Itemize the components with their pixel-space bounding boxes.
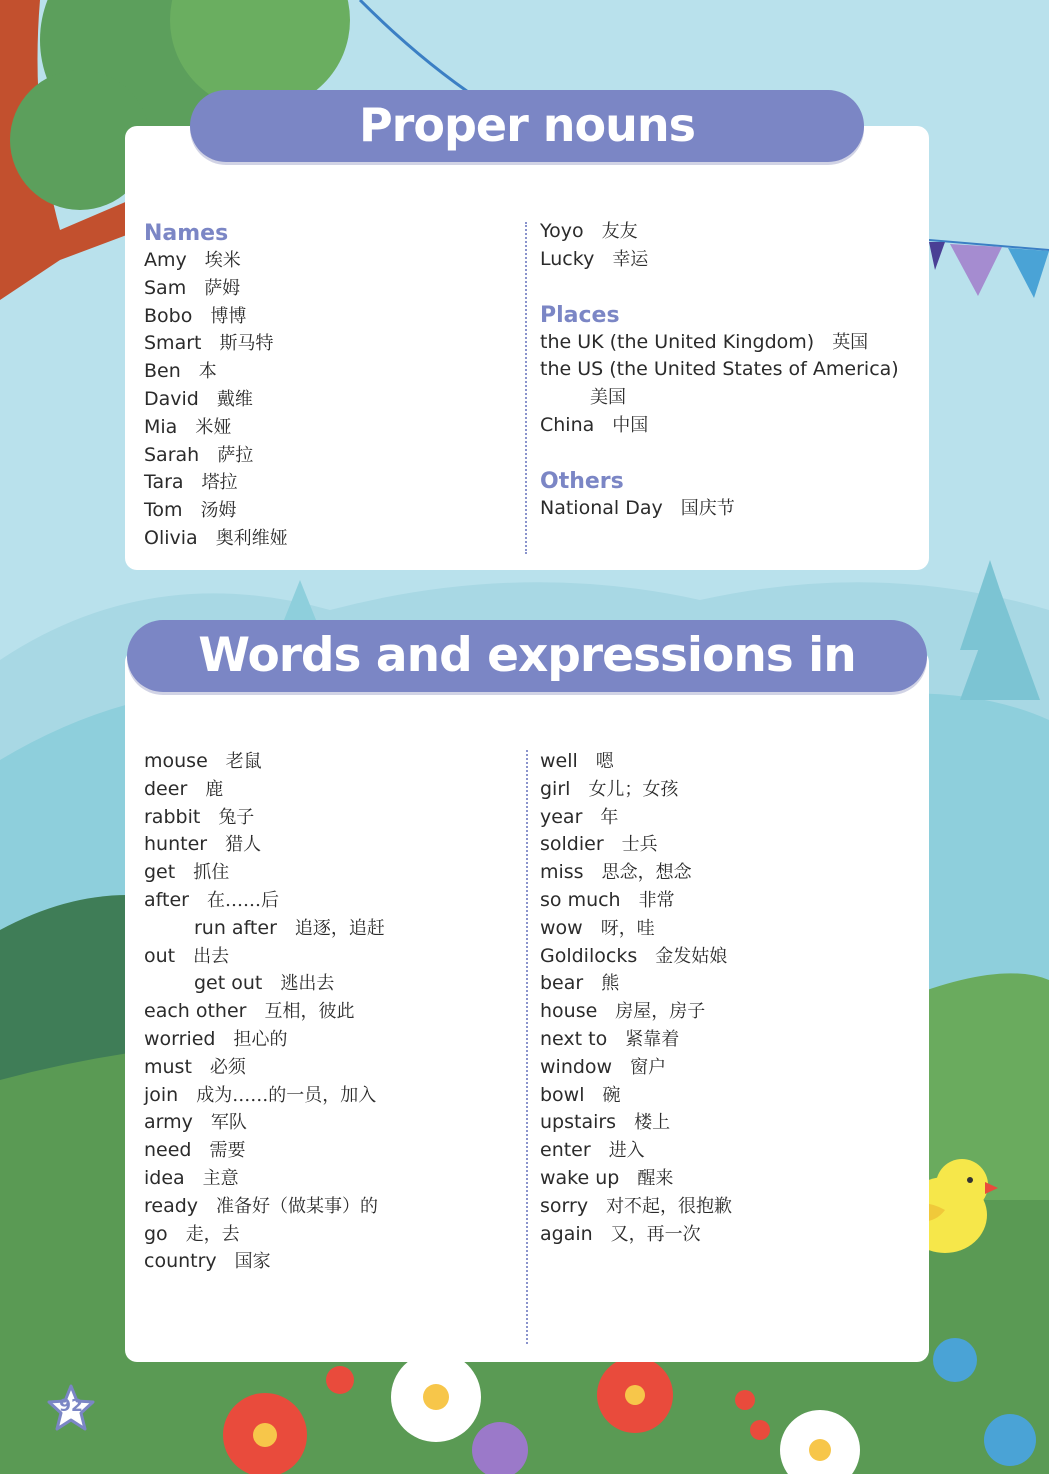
- list-item: bowl 碗: [540, 1083, 621, 1106]
- list-item: well 嗯: [540, 750, 614, 772]
- list-item: the UK (the United Kingdom) 英国: [540, 330, 869, 353]
- list-item: ready 准备好（做某事）的: [144, 1194, 379, 1217]
- list-item: David 戴维: [144, 387, 253, 410]
- plays-right-column: [540, 748, 732, 1248]
- list-item: mouse 老鼠: [144, 750, 262, 772]
- list-item: soldier 士兵: [540, 833, 658, 856]
- places-heading: Places: [540, 302, 620, 328]
- list-item: get 抓住: [144, 861, 230, 884]
- list-item: enter 进入: [540, 1139, 645, 1162]
- list-item: deer 鹿: [144, 777, 224, 800]
- list-item: year 年: [540, 805, 619, 828]
- list-item: wow 呀，哇: [540, 916, 655, 939]
- list-item: Mia 米娅: [144, 415, 232, 438]
- list-item: each other 互相，彼此: [144, 1000, 355, 1023]
- list-item: bear 熊: [540, 972, 620, 995]
- list-item: run after 追逐，追赶: [194, 916, 385, 939]
- names-heading: Names: [144, 221, 229, 246]
- list-item: National Day 国庆节: [540, 496, 735, 519]
- column-divider: [526, 750, 528, 1344]
- page-number-badge: [46, 1383, 96, 1433]
- proper-nouns-title: Proper nouns: [190, 90, 864, 162]
- list-item: country 国家: [144, 1250, 271, 1273]
- list-item: China 中国: [540, 413, 649, 436]
- list-item: after 在……后: [144, 888, 279, 911]
- others-heading: Others: [540, 468, 624, 494]
- names-column: [144, 220, 288, 553]
- list-item: Smart 斯马特: [144, 332, 274, 355]
- list-item: again 又，再一次: [540, 1222, 701, 1245]
- list-item: Yoyo 友友: [540, 220, 638, 242]
- list-item: rabbit 兔子: [144, 805, 255, 828]
- proper-nouns-right-column: [540, 218, 917, 523]
- list-item: must 必须: [144, 1055, 246, 1078]
- list-item: miss 思念，想念: [540, 861, 692, 884]
- plays-title: Words and expressions in plays: [127, 620, 927, 692]
- list-item: wake up 醒来: [540, 1166, 674, 1189]
- list-item: sorry 对不起，很抱歉: [540, 1194, 733, 1217]
- list-item: need 需要: [144, 1139, 246, 1162]
- list-item: idea 主意: [144, 1166, 239, 1189]
- list-item: go 走，去: [144, 1222, 240, 1245]
- list-item: the US (the United States of America): [540, 358, 899, 381]
- plays-left-column: [144, 748, 385, 1276]
- list-item: Olivia 奥利维娅: [144, 526, 288, 549]
- list-item: Tom 汤姆: [144, 499, 237, 522]
- list-item: house 房屋，房子: [540, 1000, 706, 1023]
- list-item: Bobo 博博: [144, 304, 247, 327]
- names-list: [144, 247, 288, 553]
- list-item: upstairs 楼上: [540, 1111, 671, 1134]
- list-item: girl 女儿；女孩: [540, 777, 679, 800]
- list-item: out 出去: [144, 944, 230, 967]
- list-item: next to 紧靠着: [540, 1027, 680, 1050]
- list-item: window 窗户: [540, 1055, 667, 1078]
- list-item: Amy 埃米: [144, 249, 241, 271]
- list-item: Ben 本: [144, 360, 217, 383]
- list-item: Sam 萨姆: [144, 276, 241, 299]
- list-item: Goldilocks 金发姑娘: [540, 944, 728, 967]
- list-item: get out 逃出去: [194, 972, 335, 995]
- list-item: join 成为……的一员，加入: [144, 1083, 377, 1106]
- column-divider: [525, 222, 527, 554]
- list-item: worried 担心的: [144, 1027, 288, 1050]
- list-item: 美国: [590, 387, 626, 409]
- list-item: so much 非常: [540, 888, 675, 911]
- list-item: army 军队: [144, 1111, 247, 1134]
- list-item: Lucky 幸运: [540, 247, 649, 270]
- list-item: Sarah 萨拉: [144, 443, 254, 466]
- list-item: hunter 猎人: [144, 833, 262, 856]
- page-number: 92: [59, 1396, 83, 1416]
- list-item: Tara 塔拉: [144, 471, 238, 494]
